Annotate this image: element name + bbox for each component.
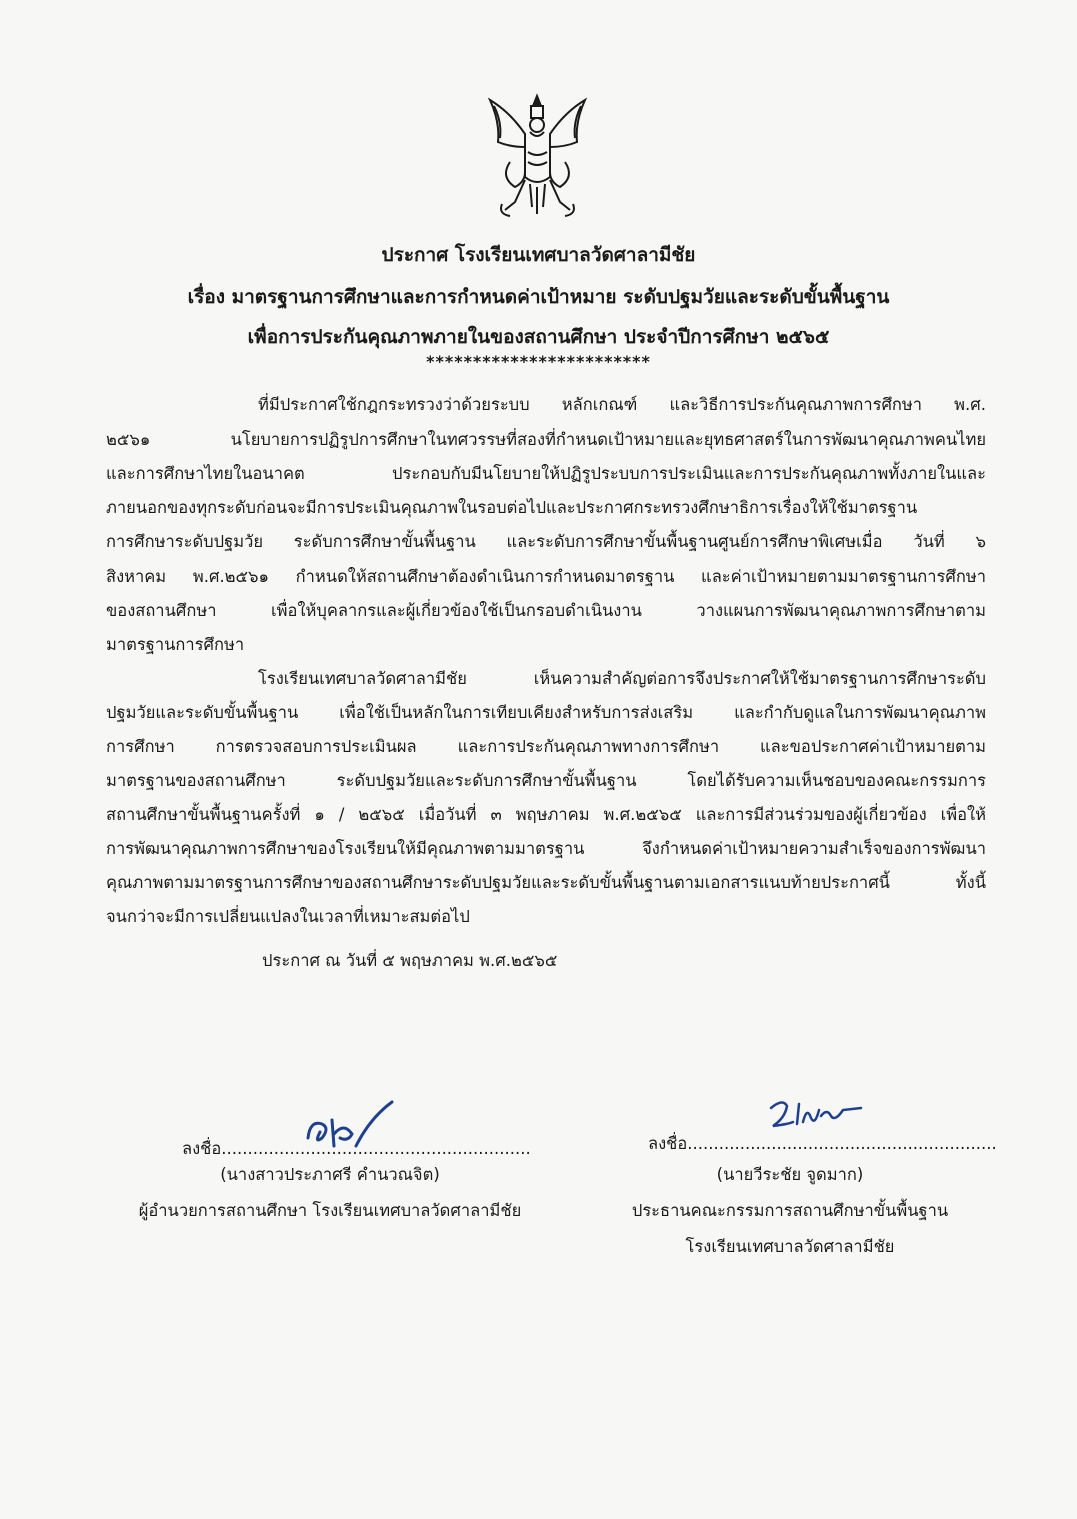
- paragraph-line: ที่มีประกาศใช้กฎกระทรวงว่าด้วยระบบ หลักเกณฑ์ และวิธีการประกันคุณภาพการศึกษา พ.ศ.: [258, 395, 986, 414]
- paragraph-line: ๒๕๖๑ นโยบายการปฏิรูปการศึกษาในทศวรรษที่สองที่กำหนดเป้าหมายและยุทธศาสตร์ในการพัฒนาคุณภาพคนไทย: [106, 430, 986, 449]
- subject-title-continued: เพื่อการประกันคุณภาพภายในของสถานศึกษา ประจำปีการศึกษา ๒๕๖๕: [247, 326, 830, 348]
- sign-label: ลงชื่อ: [182, 1139, 222, 1158]
- paragraph-line: ปฐมวัยและระดับขั้นพื้นฐาน เพื่อใช้เป็นหลักในการเทียบเคียงสำหรับการส่งเสริม และกำกับดูแลในการพัฒนาคุณภาพ: [106, 703, 986, 722]
- paragraph-line: และการศึกษาไทยในอนาคต ประกอบกับมีนโยบายให้ปฏิรูประบบการประเมินและการประกันคุณภาพทั้งภายในและ: [106, 464, 986, 483]
- right-handwritten-signature: [765, 1094, 875, 1139]
- sign-label: ลงชื่อ: [648, 1134, 688, 1153]
- paragraph-line: ภายนอกของทุกระดับก่อนจะมีการประเมินคุณภาพในรอบต่อไปและประกาศกระทรวงศึกษาธิการเรื่องให้ใช้มาตรฐาน: [106, 498, 918, 517]
- announcement-title: ประกาศ โรงเรียนเทศบาลวัดศาลามีชัย: [381, 244, 696, 266]
- sign-dots: ...........................................................: [221, 1139, 531, 1158]
- paragraph-line: จนกว่าจะมีการเปลี่ยนแปลงในเวลาที่เหมาะสมต่อไป: [106, 907, 470, 926]
- paragraph-line: การศึกษาระดับปฐมวัย ระดับการศึกษาขั้นพื้นฐาน และระดับการศึกษาขั้นพื้นฐานศูนย์การศึกษาพิเศษเมื่อ วันที่ ๖: [106, 532, 986, 551]
- left-signer-position: ผู้อำนวยการสถานศึกษา โรงเรียนเทศบาลวัดศาลามีชัย: [138, 1201, 522, 1220]
- paragraph-line: สิงหาคม พ.ศ.๒๕๖๑ กำหนดให้สถานศึกษาต้องดำเนินการกำหนดมาตรฐาน และค่าเป้าหมายตามมาตรฐานการศึกษา: [106, 567, 986, 586]
- left-signer-block: [120, 1162, 540, 1224]
- left-signer-name: (นางสาวประภาศรี คำนวณจิต): [220, 1165, 440, 1184]
- paragraph-line: คุณภาพตามมาตรฐานการศึกษาของสถานศึกษาระดับปฐมวัยและระดับขั้นพื้นฐานตามเอกสารแนบท้ายประกาศนี้ ทั้งนี้: [106, 873, 986, 892]
- paragraph-line: การศึกษา การตรวจสอบการประเมินผล และการประกันคุณภาพทางการศึกษา และขอประกาศค่าเป้าหมายตาม: [106, 737, 986, 756]
- left-handwritten-signature: [300, 1098, 400, 1158]
- subject-title: เรื่อง มาตรฐานการศึกษาและการกำหนดค่าเป้าหมาย ระดับปฐมวัยและระดับขั้นพื้นฐาน: [187, 286, 890, 308]
- paragraph-line: มาตรฐานของสถานศึกษา ระดับปฐมวัยและระดับการศึกษาขั้นพื้นฐาน โดยได้รับความเห็นชอบของคณะกรรมการ: [106, 771, 986, 790]
- paragraph-line: การพัฒนาคุณภาพการศึกษาของโรงเรียนให้มีคุณภาพตามมาตรฐาน จึงกำหนดค่าเป้าหมายความสำเร็จของการพัฒนา: [106, 839, 986, 858]
- sign-dots: ...........................................................: [687, 1134, 997, 1153]
- right-signer-position: ประธานคณะกรรมการสถานศึกษาขั้นพื้นฐาน: [631, 1201, 949, 1220]
- right-signer-block: [580, 1162, 1000, 1260]
- separator-line: ************************: [426, 352, 651, 371]
- paragraph-line: ของสถานศึกษา เพื่อให้บุคลากรและผู้เกี่ยวข้องใช้เป็นกรอบดำเนินงาน วางแผนการพัฒนาคุณภาพการศึกษาตาม: [106, 601, 986, 620]
- paragraph-line: สถานศึกษาขั้นพื้นฐานครั้งที่ ๑ / ๒๕๖๕ เมื่อวันที่ ๓ พฤษภาคม พ.ศ.๒๕๖๕ และการมีส่วนร่วมของผู้เกี่ยวข้อง เพื่อให้: [106, 805, 986, 824]
- announcement-date: ประกาศ ณ วันที่ ๕ พฤษภาคม พ.ศ.๒๕๖๕: [262, 951, 558, 970]
- paragraph-line: มาตรฐานการศึกษา: [106, 635, 245, 654]
- right-signer-name: (นายวีระชัย จูดมาก): [716, 1165, 864, 1184]
- garuda-emblem-icon: [480, 92, 595, 222]
- paragraph-line: โรงเรียนเทศบาลวัดศาลามีชัย เห็นความสำคัญต่อการจึงประกาศให้ใช้มาตรฐานการศึกษาระดับ: [258, 669, 986, 688]
- right-signer-school: โรงเรียนเทศบาลวัดศาลามีชัย: [685, 1237, 895, 1256]
